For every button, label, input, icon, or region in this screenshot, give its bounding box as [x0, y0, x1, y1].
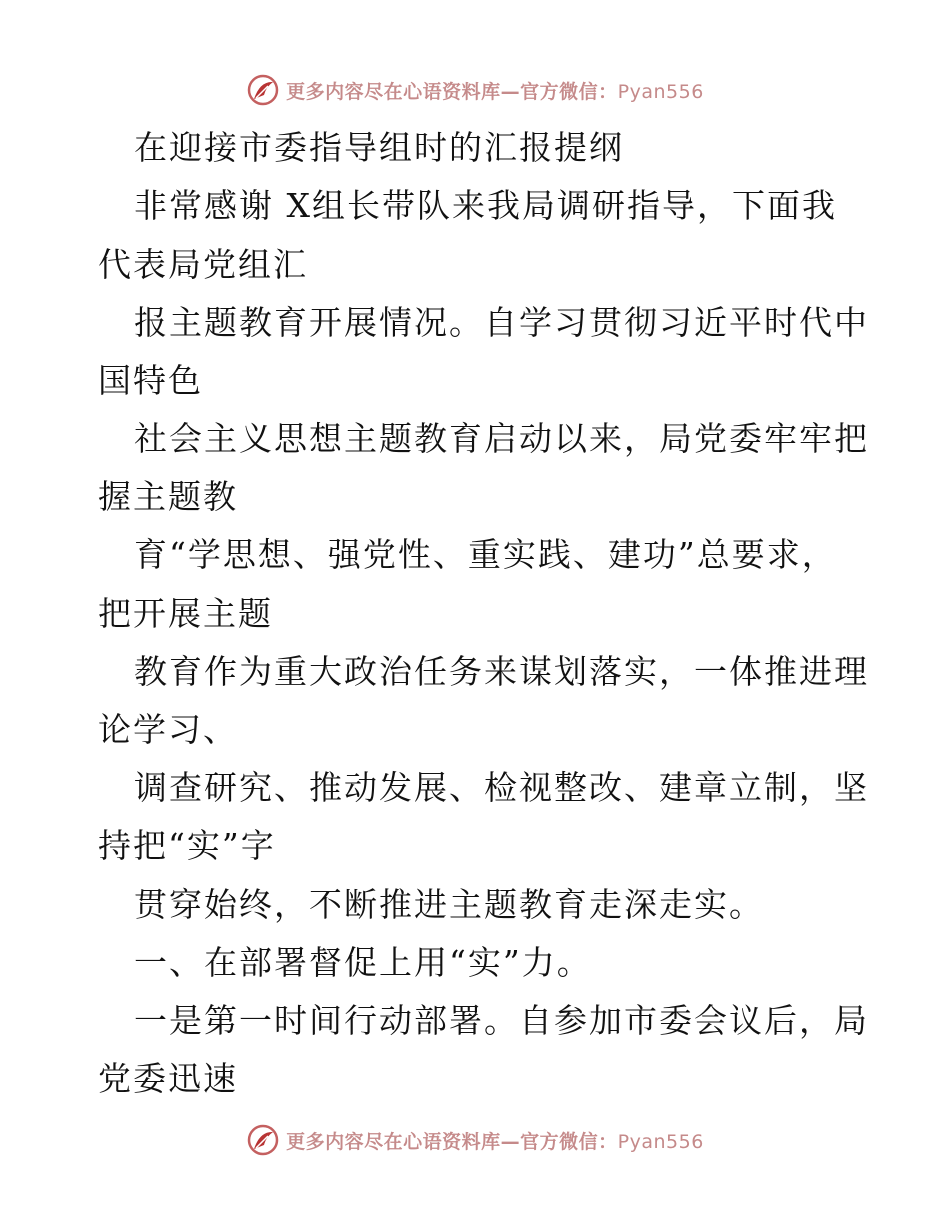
- paragraph-line: 调查研究、推动发展、检视整改、建章立制，坚: [134, 768, 869, 807]
- paragraph-line: 论学习、: [98, 710, 238, 749]
- paragraph-line: 非常感谢 X组长带队来我局调研指导，下面我: [134, 186, 837, 225]
- wechat-id: Pyan556: [617, 80, 704, 103]
- watermark-text: 更多内容尽在心语资料库—官方微信：Pyan556: [286, 80, 704, 103]
- paragraph-line: 握主题教: [98, 477, 238, 516]
- paragraph-line: 党委迅速: [98, 1059, 238, 1098]
- paragraph-line: 把开展主题: [98, 594, 273, 633]
- wechat-id: Pyan556: [617, 1130, 704, 1153]
- paragraph-line: 持把“实”字: [98, 826, 276, 865]
- paragraph-line: 贯穿始终，不断推进主题教育走深走实。: [134, 885, 764, 924]
- document-title: 在迎接市委指导组时的汇报提纲: [134, 128, 624, 167]
- paragraph-line: 代表局党组汇: [98, 245, 308, 284]
- brand-logo-icon: [246, 1123, 280, 1157]
- paragraph-line: 育“学思想、强党性、重实践、建功”总要求，: [134, 535, 837, 574]
- watermark-text: 更多内容尽在心语资料库—官方微信：Pyan556: [286, 1130, 704, 1153]
- footer-watermark-banner: [0, 1120, 950, 1160]
- paragraph-line: 社会主义思想主题教育启动以来，局党委牢牢把: [134, 419, 869, 458]
- paragraph-line: 报主题教育开展情况。自学习贯彻习近平时代中: [134, 303, 869, 342]
- paragraph-line: 国特色: [98, 361, 203, 400]
- paragraph-line: 教育作为重大政治任务来谋划落实，一体推进理: [134, 652, 869, 691]
- section-heading: 一、在部署督促上用“实”力。: [134, 943, 592, 982]
- paragraph-line: 一是第一时间行动部署。自参加市委会议后，局: [134, 1001, 869, 1040]
